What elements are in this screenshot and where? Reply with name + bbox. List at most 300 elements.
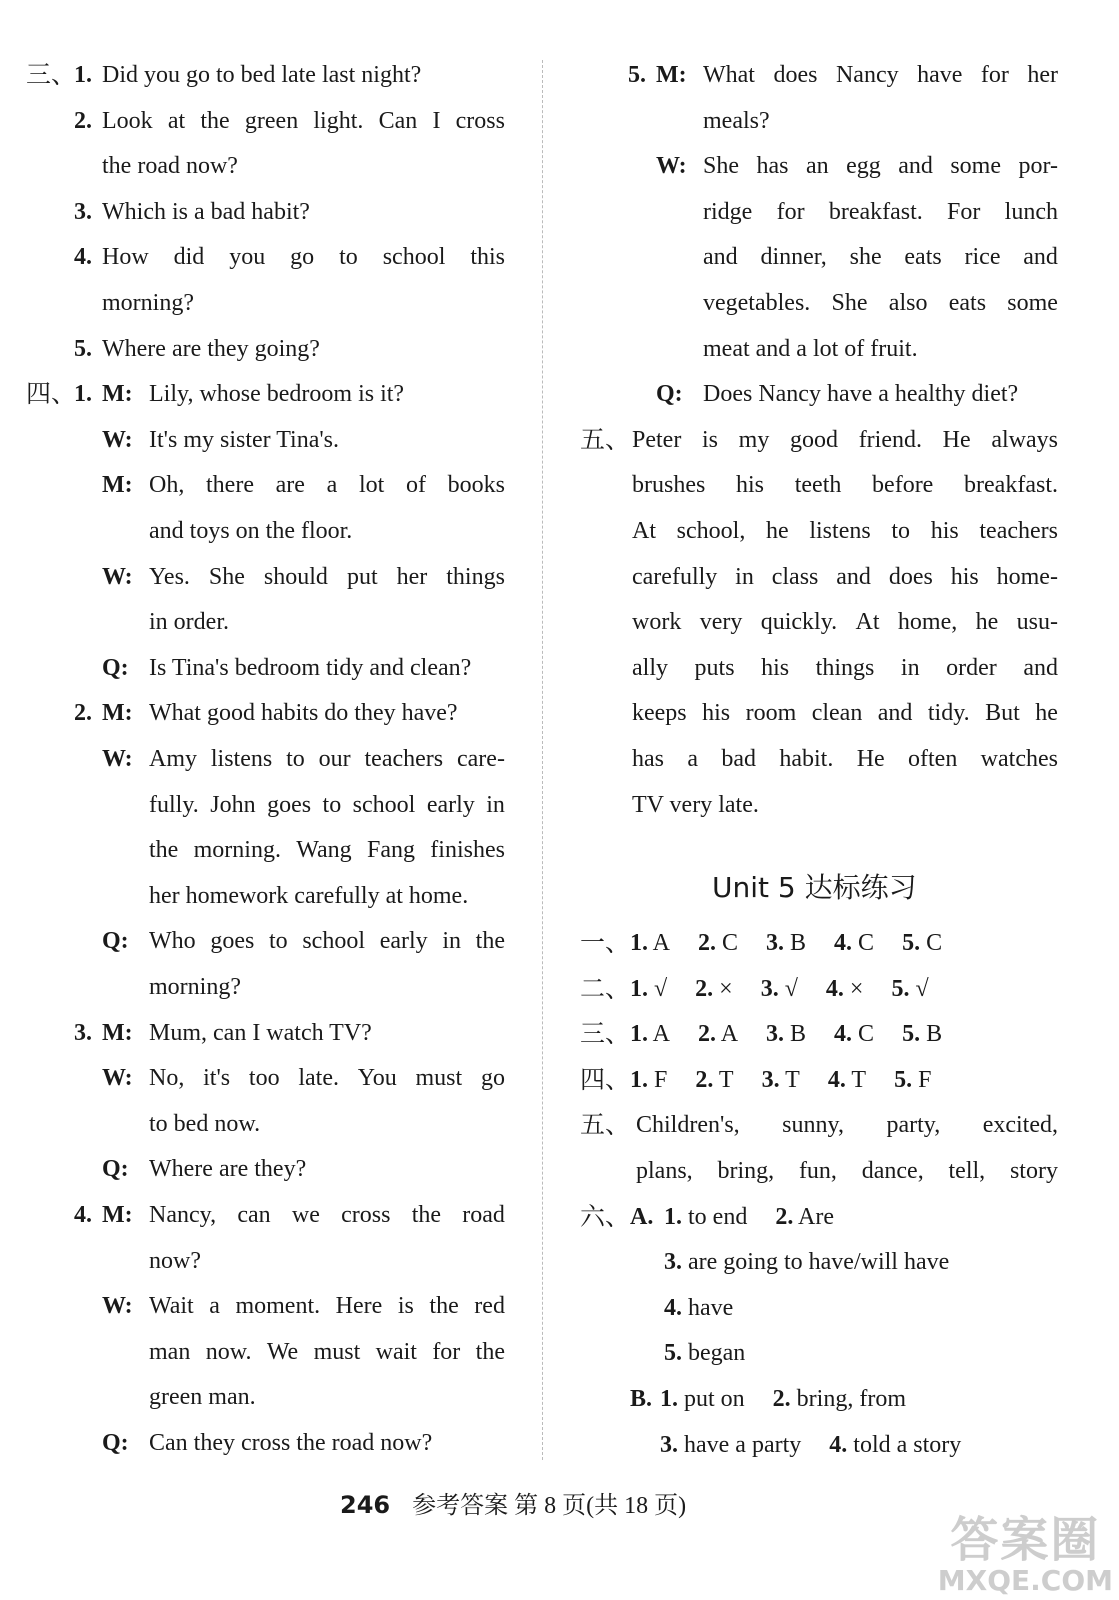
word: also	[888, 290, 928, 316]
word: tell,	[948, 1158, 986, 1184]
part-label: A.	[630, 1203, 654, 1230]
question-text: Did you go to bed late last night?	[102, 62, 422, 88]
watermark-line1: 答案圈	[950, 1512, 1101, 1568]
dialogue-number: 1.	[74, 381, 92, 408]
dialogue-text: meat and a lot of fruit.	[703, 335, 918, 362]
dialogue-text	[703, 151, 1058, 181]
answer-value: T	[713, 1066, 734, 1093]
speaker-label: W:	[102, 1065, 133, 1092]
answer-number: 4.	[829, 1431, 848, 1458]
dialogue-text	[703, 288, 1058, 318]
answer-item	[828, 1065, 866, 1095]
word: his	[930, 518, 959, 544]
answer-item	[698, 928, 738, 958]
answer-row	[660, 1430, 989, 1460]
dialogue-text: and toys on the floor.	[149, 518, 353, 544]
word: and	[1023, 244, 1058, 271]
word: things	[815, 654, 875, 681]
word: always	[991, 426, 1058, 453]
word: late.	[298, 1065, 339, 1092]
dialogue-text	[149, 470, 505, 500]
word: he	[1035, 700, 1058, 727]
word: story	[1009, 1158, 1058, 1184]
answer-number: 2.	[775, 1203, 794, 1230]
word: Wait	[149, 1293, 194, 1320]
question-number: 4.	[74, 244, 92, 271]
answer-item	[660, 1430, 801, 1460]
answer-value: T	[779, 1066, 800, 1093]
word: breakfast.	[964, 472, 1058, 499]
word: and	[877, 700, 913, 727]
word: must	[313, 1338, 361, 1365]
answer-value: B	[920, 1021, 943, 1048]
word: his	[736, 472, 765, 499]
answer-value: ×	[713, 975, 733, 1002]
speaker-label: M:	[102, 1019, 133, 1046]
dialogue-text	[149, 790, 505, 820]
passage-text	[632, 744, 1058, 774]
word: dinner,	[760, 244, 827, 271]
answer-item	[773, 1384, 906, 1414]
word: Nancy	[835, 62, 899, 88]
word: in	[486, 791, 505, 818]
answer-number: 1.	[630, 1021, 648, 1048]
dialogue-text: Where are they?	[149, 1156, 307, 1183]
word: dance,	[861, 1158, 924, 1184]
word: our	[318, 746, 351, 772]
answer-number: 3.	[761, 1066, 780, 1093]
word: her	[1027, 62, 1058, 88]
word: But	[985, 700, 1020, 727]
answer-row	[664, 1293, 761, 1323]
section-mark: 四、	[580, 1064, 631, 1094]
word: moment.	[235, 1293, 321, 1320]
dialogue-text	[149, 562, 505, 592]
speaker-label: M:	[102, 700, 133, 727]
word: a	[687, 746, 698, 772]
passage-text	[632, 516, 1058, 546]
dialogue-text	[149, 744, 505, 774]
question-number: 5.	[74, 335, 92, 362]
answer-value: put on	[678, 1386, 745, 1412]
dialogue-text: Lily, whose bedroom is it?	[149, 381, 405, 408]
dialogue-text: now?	[149, 1247, 201, 1274]
dialogue-text	[149, 1200, 505, 1230]
answer-number: 4.	[834, 1021, 853, 1048]
word: he	[766, 518, 789, 544]
answer-number: 1.	[664, 1203, 682, 1230]
answer-value: A	[648, 930, 671, 956]
answer-row	[664, 1247, 977, 1277]
answer-item	[902, 1019, 942, 1049]
word: fun,	[798, 1158, 837, 1184]
passage-text	[632, 607, 1058, 637]
word: por-	[1018, 153, 1058, 180]
dialogue-text: Mum, can I watch TV?	[149, 1019, 372, 1046]
speaker-label: Q:	[102, 1156, 129, 1183]
word: her	[396, 563, 428, 590]
passage-text	[632, 562, 1058, 592]
word: before	[872, 472, 934, 499]
word: there	[206, 472, 254, 499]
word: She	[208, 563, 245, 590]
answer-item	[630, 1065, 667, 1095]
word: the	[475, 1338, 505, 1365]
word-list	[636, 1110, 1058, 1140]
passage-text	[632, 698, 1058, 728]
word: teachers	[979, 518, 1058, 544]
word: this	[470, 244, 505, 271]
word: She	[703, 153, 739, 180]
answer-value: B	[784, 1021, 807, 1048]
answer-number: 5.	[902, 1021, 921, 1048]
word: school	[302, 928, 366, 955]
dialogue-number: 3.	[74, 1019, 92, 1046]
word: in	[900, 654, 920, 681]
word: you	[229, 244, 266, 271]
section-mark: 一、	[580, 928, 631, 957]
word: watches	[980, 746, 1058, 772]
section-mark: 五、	[580, 1110, 631, 1140]
word: listens	[809, 518, 871, 544]
word: some	[1007, 290, 1058, 316]
word: it's	[203, 1065, 231, 1092]
answer-value: C	[920, 930, 943, 956]
dialogue-text	[149, 835, 505, 865]
answer-value: C	[852, 930, 875, 956]
word: very	[699, 609, 743, 636]
answer-value: ×	[843, 975, 864, 1002]
question-text: Which is a bad habit?	[102, 198, 310, 225]
answer-value: to end	[682, 1203, 748, 1230]
answer-item	[664, 1247, 949, 1277]
answer-number: 2.	[698, 1021, 717, 1048]
word: for	[432, 1338, 461, 1365]
answer-item	[660, 1384, 745, 1414]
dialogue-text: green man.	[149, 1384, 256, 1411]
answer-item	[695, 974, 733, 1004]
passage-text: TV very late.	[632, 791, 759, 818]
answer-item	[664, 1202, 747, 1232]
section-mark: 四、	[26, 379, 77, 409]
answer-item	[766, 1019, 806, 1049]
word: I	[432, 107, 441, 134]
word: puts	[694, 654, 735, 681]
dialogue-text: What good habits do they have?	[149, 700, 458, 727]
word: care-	[457, 746, 505, 772]
word: lunch	[1004, 198, 1058, 225]
dialogue-text: It's my sister Tina's.	[149, 426, 340, 453]
dialogue-text: Is Tina's bedroom tidy and clean?	[149, 654, 472, 681]
question-number: 2.	[74, 107, 92, 134]
answer-item	[761, 974, 798, 1004]
word: the	[429, 1293, 459, 1320]
word: Here	[335, 1293, 383, 1320]
word: eats	[904, 244, 942, 271]
dialogue-text: Can they cross the road now?	[149, 1430, 433, 1456]
word: Fang	[366, 837, 415, 864]
word: in	[735, 563, 754, 590]
watermark-logo	[938, 1514, 1113, 1596]
speaker-label: Q:	[656, 381, 683, 408]
word-list	[636, 1156, 1058, 1186]
answer-item	[664, 1293, 733, 1323]
word: teeth	[794, 472, 842, 499]
dialogue-text: morning?	[149, 974, 241, 1000]
question-text: the road now?	[102, 153, 238, 180]
answer-number: 1.	[630, 975, 648, 1002]
question-number: 1.	[74, 62, 92, 88]
word: does	[888, 563, 933, 590]
word: No,	[149, 1065, 185, 1092]
answer-number: 5.	[664, 1340, 682, 1367]
word: road	[462, 1202, 505, 1228]
word: egg	[846, 153, 881, 180]
word: Nancy,	[149, 1202, 217, 1228]
speaker-label: Q:	[102, 928, 129, 955]
answer-number: 3.	[664, 1249, 682, 1276]
answer-number: 4.	[827, 1066, 846, 1093]
question-number: 3.	[74, 198, 92, 225]
speaker-label: M:	[656, 62, 687, 88]
word: Children's,	[636, 1112, 740, 1139]
word: for	[776, 198, 805, 225]
answer-number: 2.	[698, 930, 717, 956]
answer-number: 2.	[772, 1386, 791, 1412]
answer-item	[762, 1065, 800, 1095]
word: my	[738, 426, 770, 453]
answer-value: F	[648, 1066, 668, 1093]
word: has	[756, 153, 789, 180]
word: brushes	[632, 472, 706, 499]
word: in	[442, 928, 461, 955]
answer-number: 3.	[766, 1021, 785, 1048]
word: We	[266, 1338, 299, 1365]
section-mark: 三、	[580, 1019, 631, 1049]
answer-value: B	[784, 930, 807, 956]
page-footer	[340, 1490, 686, 1521]
word: bring,	[717, 1158, 775, 1184]
answer-number: 5.	[902, 930, 921, 956]
word: books	[447, 472, 505, 499]
word: can	[237, 1202, 271, 1228]
answer-number: 5.	[891, 975, 910, 1002]
answer-row	[630, 974, 957, 1004]
answer-item	[894, 1065, 931, 1095]
answer-row	[630, 928, 970, 958]
word: too	[248, 1065, 280, 1092]
answer-value: T	[845, 1066, 867, 1093]
word: work	[632, 609, 682, 636]
answer-item	[630, 974, 667, 1004]
word: John	[210, 791, 256, 818]
word: his	[761, 654, 790, 681]
unit-title: Unit 5 达标练习	[712, 871, 917, 904]
speaker-label: W:	[102, 1293, 133, 1320]
word: teachers	[364, 746, 444, 772]
answer-value: A	[648, 1021, 671, 1048]
answer-item	[630, 928, 670, 958]
word: often	[908, 746, 958, 772]
word: must	[415, 1065, 463, 1092]
word: room	[745, 700, 797, 727]
word: man	[149, 1338, 191, 1365]
word: green	[244, 107, 299, 134]
word: order	[946, 654, 997, 681]
answer-row	[660, 1384, 934, 1414]
answer-number: 1.	[660, 1386, 678, 1412]
answer-value: have	[682, 1294, 734, 1321]
answer-value: began	[682, 1340, 746, 1367]
answer-item	[775, 1202, 834, 1232]
word: eats	[948, 290, 987, 316]
word: some	[950, 153, 1001, 180]
answer-item	[829, 1430, 961, 1460]
answer-number: 4.	[664, 1294, 682, 1321]
answer-value: told a story	[847, 1431, 962, 1458]
word: go	[290, 244, 315, 271]
word: good	[790, 426, 839, 453]
question-text	[102, 106, 505, 136]
word: breakfast.	[828, 198, 923, 225]
dialogue-text	[149, 1291, 505, 1321]
word: to	[339, 244, 358, 271]
dialogue-text	[703, 242, 1058, 272]
word: You	[357, 1065, 397, 1092]
word: now.	[205, 1338, 252, 1365]
speaker-label: Q:	[102, 1430, 129, 1456]
word: ally	[632, 654, 668, 681]
dialogue-text	[703, 60, 1058, 90]
page-number: 246	[340, 1491, 391, 1519]
word: early	[426, 791, 475, 818]
question-text: Where are they going?	[102, 335, 320, 362]
word: he	[975, 609, 999, 636]
answer-value: have a party	[678, 1431, 802, 1458]
answer-number: 4.	[825, 975, 844, 1002]
dialogue-text: meals?	[703, 107, 770, 134]
word: put	[346, 563, 378, 590]
word: fully.	[149, 791, 199, 818]
word: rice	[964, 244, 1001, 271]
word: red	[474, 1293, 505, 1320]
column-divider	[542, 60, 543, 1460]
word: He	[942, 426, 971, 453]
word: morning.	[193, 837, 281, 864]
word: the	[149, 837, 179, 864]
answer-row	[664, 1202, 862, 1232]
word: to	[269, 928, 288, 955]
word: At	[632, 518, 656, 544]
answer-value: Are	[793, 1203, 834, 1230]
word: sunny,	[782, 1112, 844, 1139]
answer-value: √	[778, 975, 798, 1002]
word: He	[856, 746, 885, 772]
word: school	[352, 791, 416, 818]
answer-number: 1.	[630, 1066, 648, 1093]
dialogue-text: to bed now.	[149, 1110, 261, 1137]
dialogue-number: 4.	[74, 1202, 92, 1228]
word: is	[701, 426, 718, 453]
dialogue-text: Does Nancy have a healthy diet?	[703, 381, 1019, 408]
word: to	[322, 791, 342, 818]
answer-item	[695, 1065, 733, 1095]
word: party,	[886, 1112, 941, 1139]
speaker-label: M:	[102, 472, 133, 499]
word: is	[397, 1293, 414, 1320]
word: to	[286, 746, 305, 772]
speaker-label: W:	[102, 426, 133, 453]
watermark-line2: MXQE.COM	[937, 1564, 1113, 1597]
section-mark: 五、	[580, 424, 631, 454]
speaker-label: W:	[102, 746, 133, 772]
word: a	[209, 1293, 220, 1320]
answer-item	[664, 1338, 745, 1368]
speaker-label: W:	[656, 153, 687, 180]
answer-value: √	[909, 975, 929, 1002]
answer-value: C	[716, 930, 739, 956]
word: habit.	[779, 746, 834, 772]
word: for	[980, 62, 1009, 88]
word: quickly.	[760, 609, 838, 636]
word: cross	[341, 1202, 391, 1228]
word: his	[950, 563, 979, 590]
word: Amy	[149, 746, 197, 772]
word: are	[275, 472, 305, 499]
word: of	[405, 472, 426, 499]
word: school,	[676, 518, 746, 544]
dialogue-number: 5.	[628, 62, 646, 88]
word: What	[703, 62, 755, 88]
answer-item	[834, 1019, 874, 1049]
answer-value: C	[852, 1021, 875, 1048]
word: to	[891, 518, 911, 544]
answer-number: 2.	[695, 975, 714, 1002]
word: does	[773, 62, 818, 88]
answer-item	[630, 1019, 670, 1049]
word: did	[173, 244, 205, 271]
word: lot	[358, 472, 385, 499]
dialogue-text	[149, 1337, 505, 1367]
answer-value: √	[648, 975, 668, 1002]
word: friend.	[858, 426, 922, 453]
question-text: morning?	[102, 290, 194, 316]
word: home,	[897, 609, 958, 636]
word: things	[446, 563, 505, 590]
word: and	[836, 563, 871, 590]
word: How	[102, 244, 149, 271]
word: For	[947, 198, 981, 225]
answer-value: are going to have/will have	[682, 1249, 950, 1276]
question-text	[102, 242, 505, 272]
answer-number: 3.	[766, 930, 785, 956]
answer-item	[698, 1019, 738, 1049]
dialogue-text	[149, 1063, 505, 1093]
word: Oh,	[149, 472, 185, 499]
answer-item	[834, 928, 874, 958]
passage-text	[632, 653, 1058, 683]
word: ridge	[703, 198, 753, 225]
word: has	[632, 746, 664, 772]
word: should	[263, 563, 328, 590]
word: the	[200, 107, 230, 134]
word: have	[917, 62, 963, 88]
answer-row	[664, 1338, 773, 1368]
answer-value: bring, from	[790, 1386, 906, 1412]
speaker-label: W:	[102, 563, 133, 590]
word: goes	[267, 791, 312, 818]
word: Who	[149, 928, 196, 955]
